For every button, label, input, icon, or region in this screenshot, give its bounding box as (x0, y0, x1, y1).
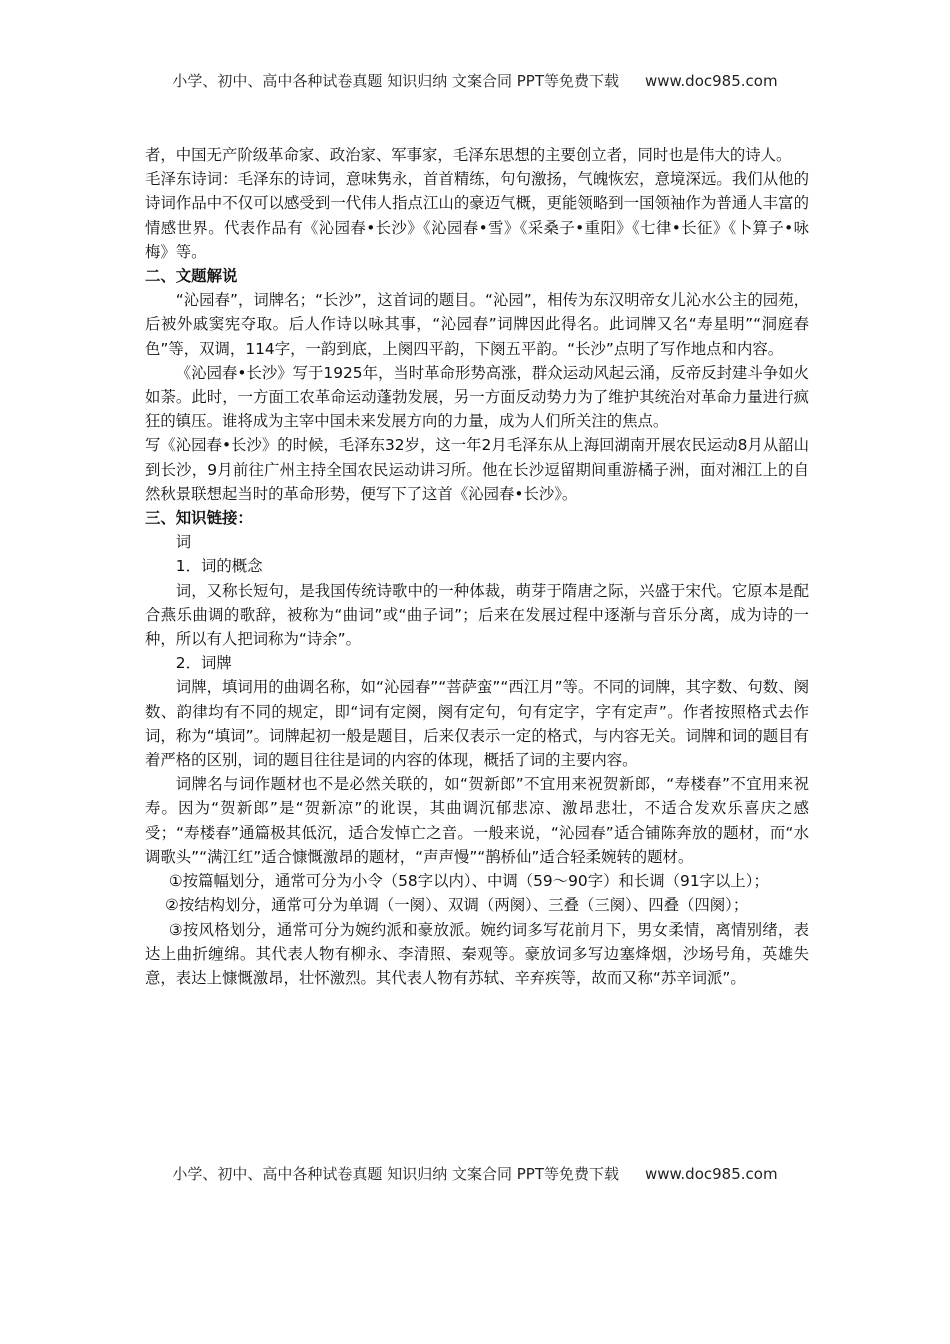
page-footer (0, 1163, 950, 1184)
subheading-ci-concept: 1．词的概念 (175, 557, 263, 576)
paragraph-cipai-name: “沁园春”，词牌名；“长沙”，这首词的题目。“沁园”，相传为东汉明帝女儿沁水公主的园苑，后被外戚窦宪夺取。后人作诗以咏其事，“沁园春”词牌因此得名。此词牌又名“寿星明”“洞庭春色”等，双调，114字，一韵到底，上阕四平韵，下阕五平韵。“长沙”点明了写作地点和内容。 (145, 291, 809, 358)
section-heading-knowledge-link: 三、知识链接： (145, 509, 253, 528)
section-heading-title-explanation: 二、文题解说 (145, 267, 238, 286)
header-site-link[interactable]: www.doc985.com (644, 72, 778, 90)
footer-site-link[interactable]: www.doc985.com (644, 1165, 778, 1183)
subheading-ci: 词 (175, 533, 192, 552)
list-item-by-style: ③按风格划分，通常可分为婉约派和豪放派。婉约词多写花前月下，男女柔情，离情别绪，表达上曲折缠绵。其代表人物有柳永、李清照、秦观等。豪放词多写边塞烽烟，沙场号角，英雄失意，表达上慷慨激昂，壮怀激烈。其代表人物有苏轼、辛弃疾等，故而又称“苏辛词派”。 (145, 920, 809, 987)
paragraph-cipai-theme: 词牌名与词作题材也不是必然关联的，如“贺新郎”不宜用来祝贺新郎，“寿楼春”不宜用来祝寿。因为“贺新郎”是“贺新凉”的讹误，其曲调沉郁悲凉、激昂悲壮，不适合发欢乐喜庆之感受；“寿楼春”通篇极其低沉，适合发悼亡之音。一般来说，“沁园春”适合铺陈奔放的题材，而“水调歌头”“满江红”适合慷慨激昂的题材，“声声慢”“鹊桥仙”适合轻柔婉转的题材。 (145, 775, 809, 866)
header-text: 小学、初中、高中各种试卷真题 知识归纳 文案合同 PPT等免费下载 (172, 72, 619, 90)
page-header (0, 70, 950, 91)
paragraph-poetry-style: 毛泽东诗词：毛泽东的诗词，意味隽永，首首精练，句句激扬，气魄恢宏，意境深远。我们从他的诗词作品中不仅可以感受到一代伟人指点江山的豪迈气概，更能领略到一国领袖作为普通人丰富的情感世界。代表作品有《沁园春•长沙》《沁园春•雪》《采桑子•重阳》《七律•长征》《卜算子•咏梅》等。 (145, 170, 809, 261)
paragraph-background: 《沁园春•长沙》写于1925年，当时革命形势高涨，群众运动风起云涌，反帝反封建斗争如火如荼。此时，一方面工农革命运动蓬勃发展，另一方面反动势力为了维护其统治对革命力量进行疯狂的镇压。谁将成为主宰中国未来发展方向的力量，成为人们所关注的焦点。 (145, 363, 809, 431)
subheading-cipai: 2．词牌 (175, 654, 232, 673)
document-body (145, 143, 809, 990)
footer-text: 小学、初中、高中各种试卷真题 知识归纳 文案合同 PPT等免费下载 (172, 1165, 619, 1183)
list-item-by-length: ①按篇幅划分，通常可分为小令（58字以内）、中调（59～90字）和长调（91字以上）； (168, 872, 769, 891)
paragraph-author-intro: 者，中国无产阶级革命家、政治家、军事家，毛泽东思想的主要创立者，同时也是伟大的诗人。 (145, 146, 792, 164)
paragraph-cipai: 词牌，填词用的曲调名称，如“沁园春”“菩萨蛮”“西江月”等。不同的词牌，其字数、句数、阕数、韵律均有不同的规定，即“词有定阕，阕有定句，句有定字，字有定声”。作者按照格式去作词，称为“填词”。词牌起初一般是题目，后来仅表示一定的格式，与内容无关。词牌和词的题目有着严格的区别，词的题目往往是词的内容的体现，概括了词的主要内容。 (145, 678, 809, 770)
list-item-by-structure: ②按结构划分，通常可分为单调（一阕）、双调（两阕）、三叠（三阕）、四叠（四阕）； (165, 896, 749, 915)
paragraph-ci-concept: 词，又称长短句，是我国传统诗歌中的一种体裁，萌芽于隋唐之际，兴盛于宋代。它原本是配合燕乐曲调的歌辞，被称为“曲词”或“曲子词”；后来在发展过程中逐渐与音乐分离，成为诗的一种，所以有人把词称为“诗余”。 (145, 581, 809, 649)
paragraph-writing-context: 写《沁园春•长沙》的时候，毛泽东32岁，这一年2月毛泽东从上海回湖南开展农民运动8月从韶山到长沙，9月前往广州主持全国农民运动讲习所。他在长沙逗留期间重游橘子洲，面对湘江上的自然秋景联想起当时的革命形势，便写下了这首《沁园春•长沙》。 (145, 436, 809, 503)
